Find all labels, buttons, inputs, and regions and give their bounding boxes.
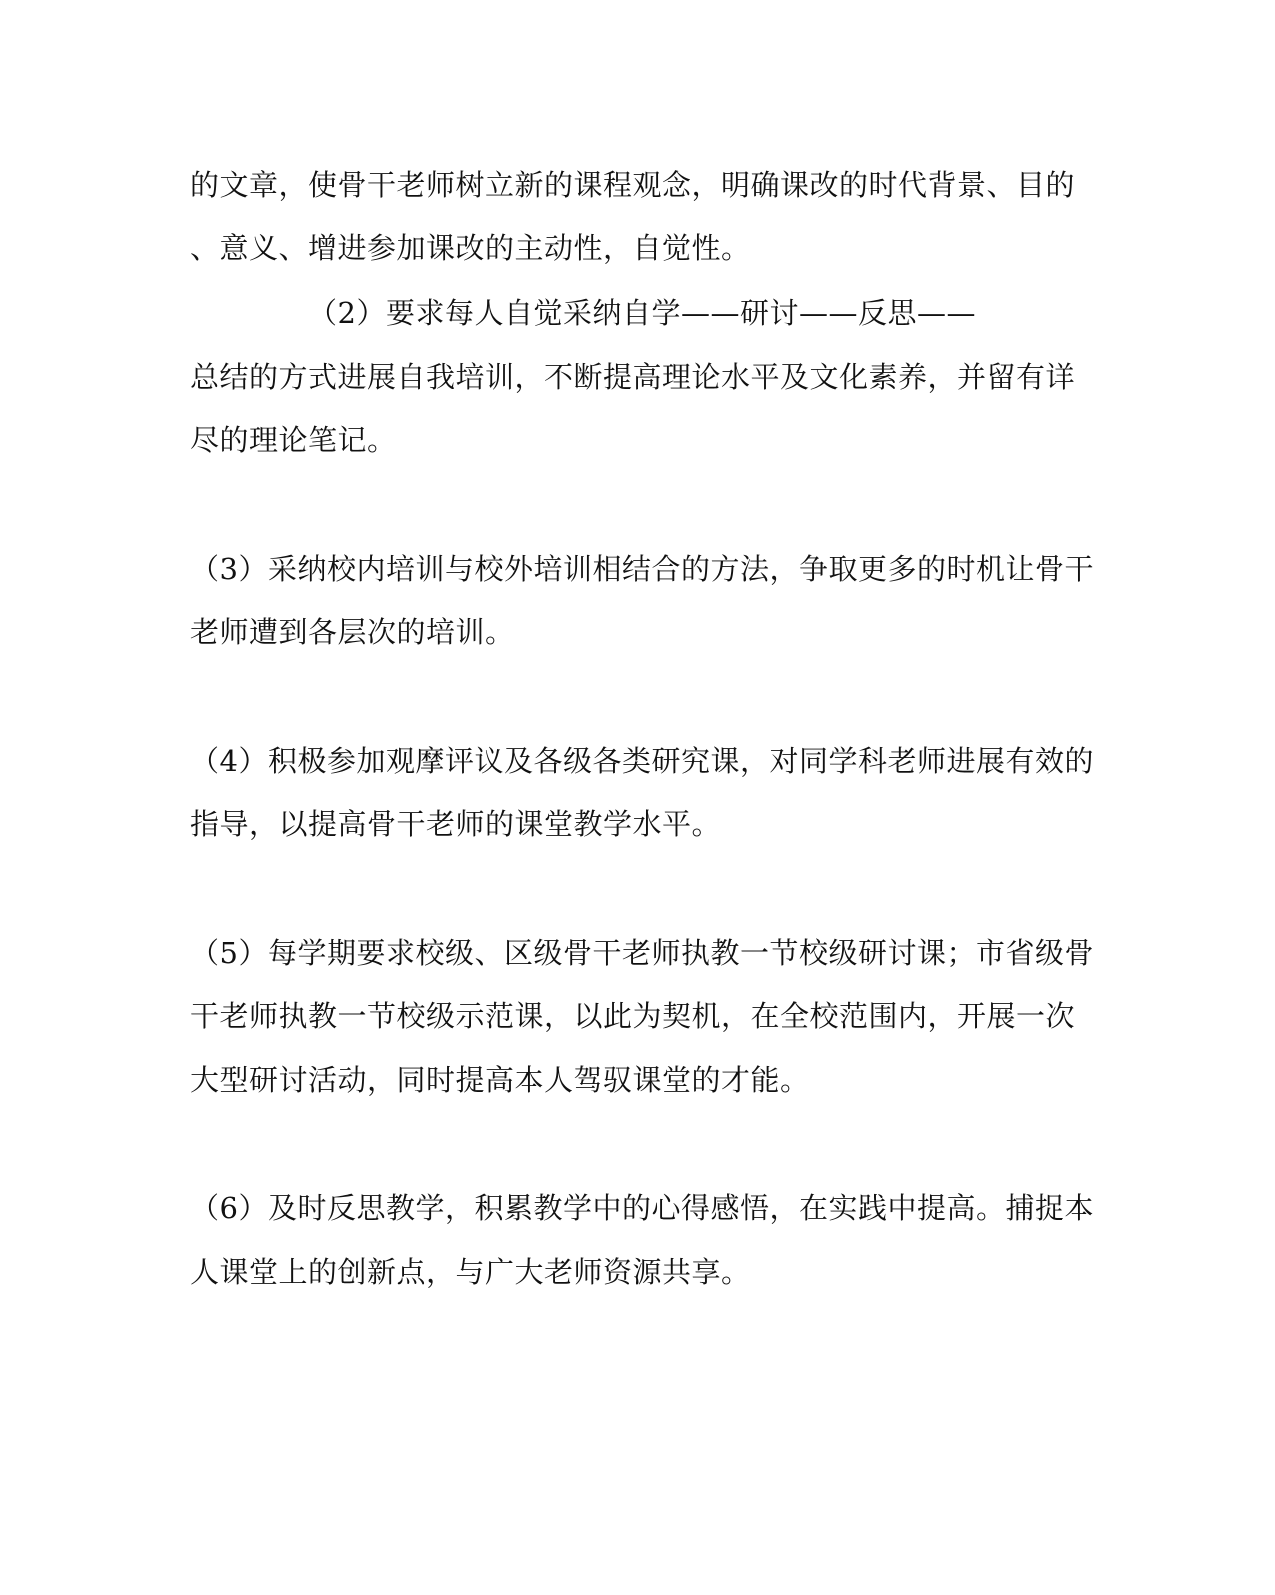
text-line: 、意义、增进参加课改的主动性，自觉性。: [190, 231, 751, 265]
text-line: （2）要求每人自觉采纳自学——研讨——反思——: [308, 296, 976, 330]
text-line: 人课堂上的创新点，与广大老师资源共享。: [190, 1255, 751, 1289]
text-line: 指导，以提高骨干老师的课堂教学水平。: [190, 807, 722, 841]
text-line: 总结的方式进展自我培训，不断提高理论水平及文化素养，并留有详: [190, 360, 1076, 394]
text-line: 干老师执教一节校级示范课，以此为契机，在全校范围内，开展一次: [190, 999, 1076, 1033]
text-line: 的文章，使骨干老师树立新的课程观念，明确课改的时代背景、目的: [190, 168, 1076, 202]
text-line: （5）每学期要求校级、区级骨干老师执教一节校级研讨课；市省级骨: [190, 936, 1094, 970]
text-line: （6）及时反思教学，积累教学中的心得感悟，在实践中提高。捕捉本: [190, 1191, 1094, 1225]
text-line: 尽的理论笔记。: [190, 423, 397, 457]
text-line: 大型研讨活动，同时提高本人驾驭课堂的才能。: [190, 1063, 810, 1097]
text-line: （4）积极参加观摩评议及各级各类研究课，对同学科老师进展有效的: [190, 744, 1094, 778]
text-line: 老师遭到各层次的培训。: [190, 615, 515, 649]
text-line: （3）采纳校内培训与校外培训相结合的方法，争取更多的时机让骨干: [190, 552, 1094, 586]
